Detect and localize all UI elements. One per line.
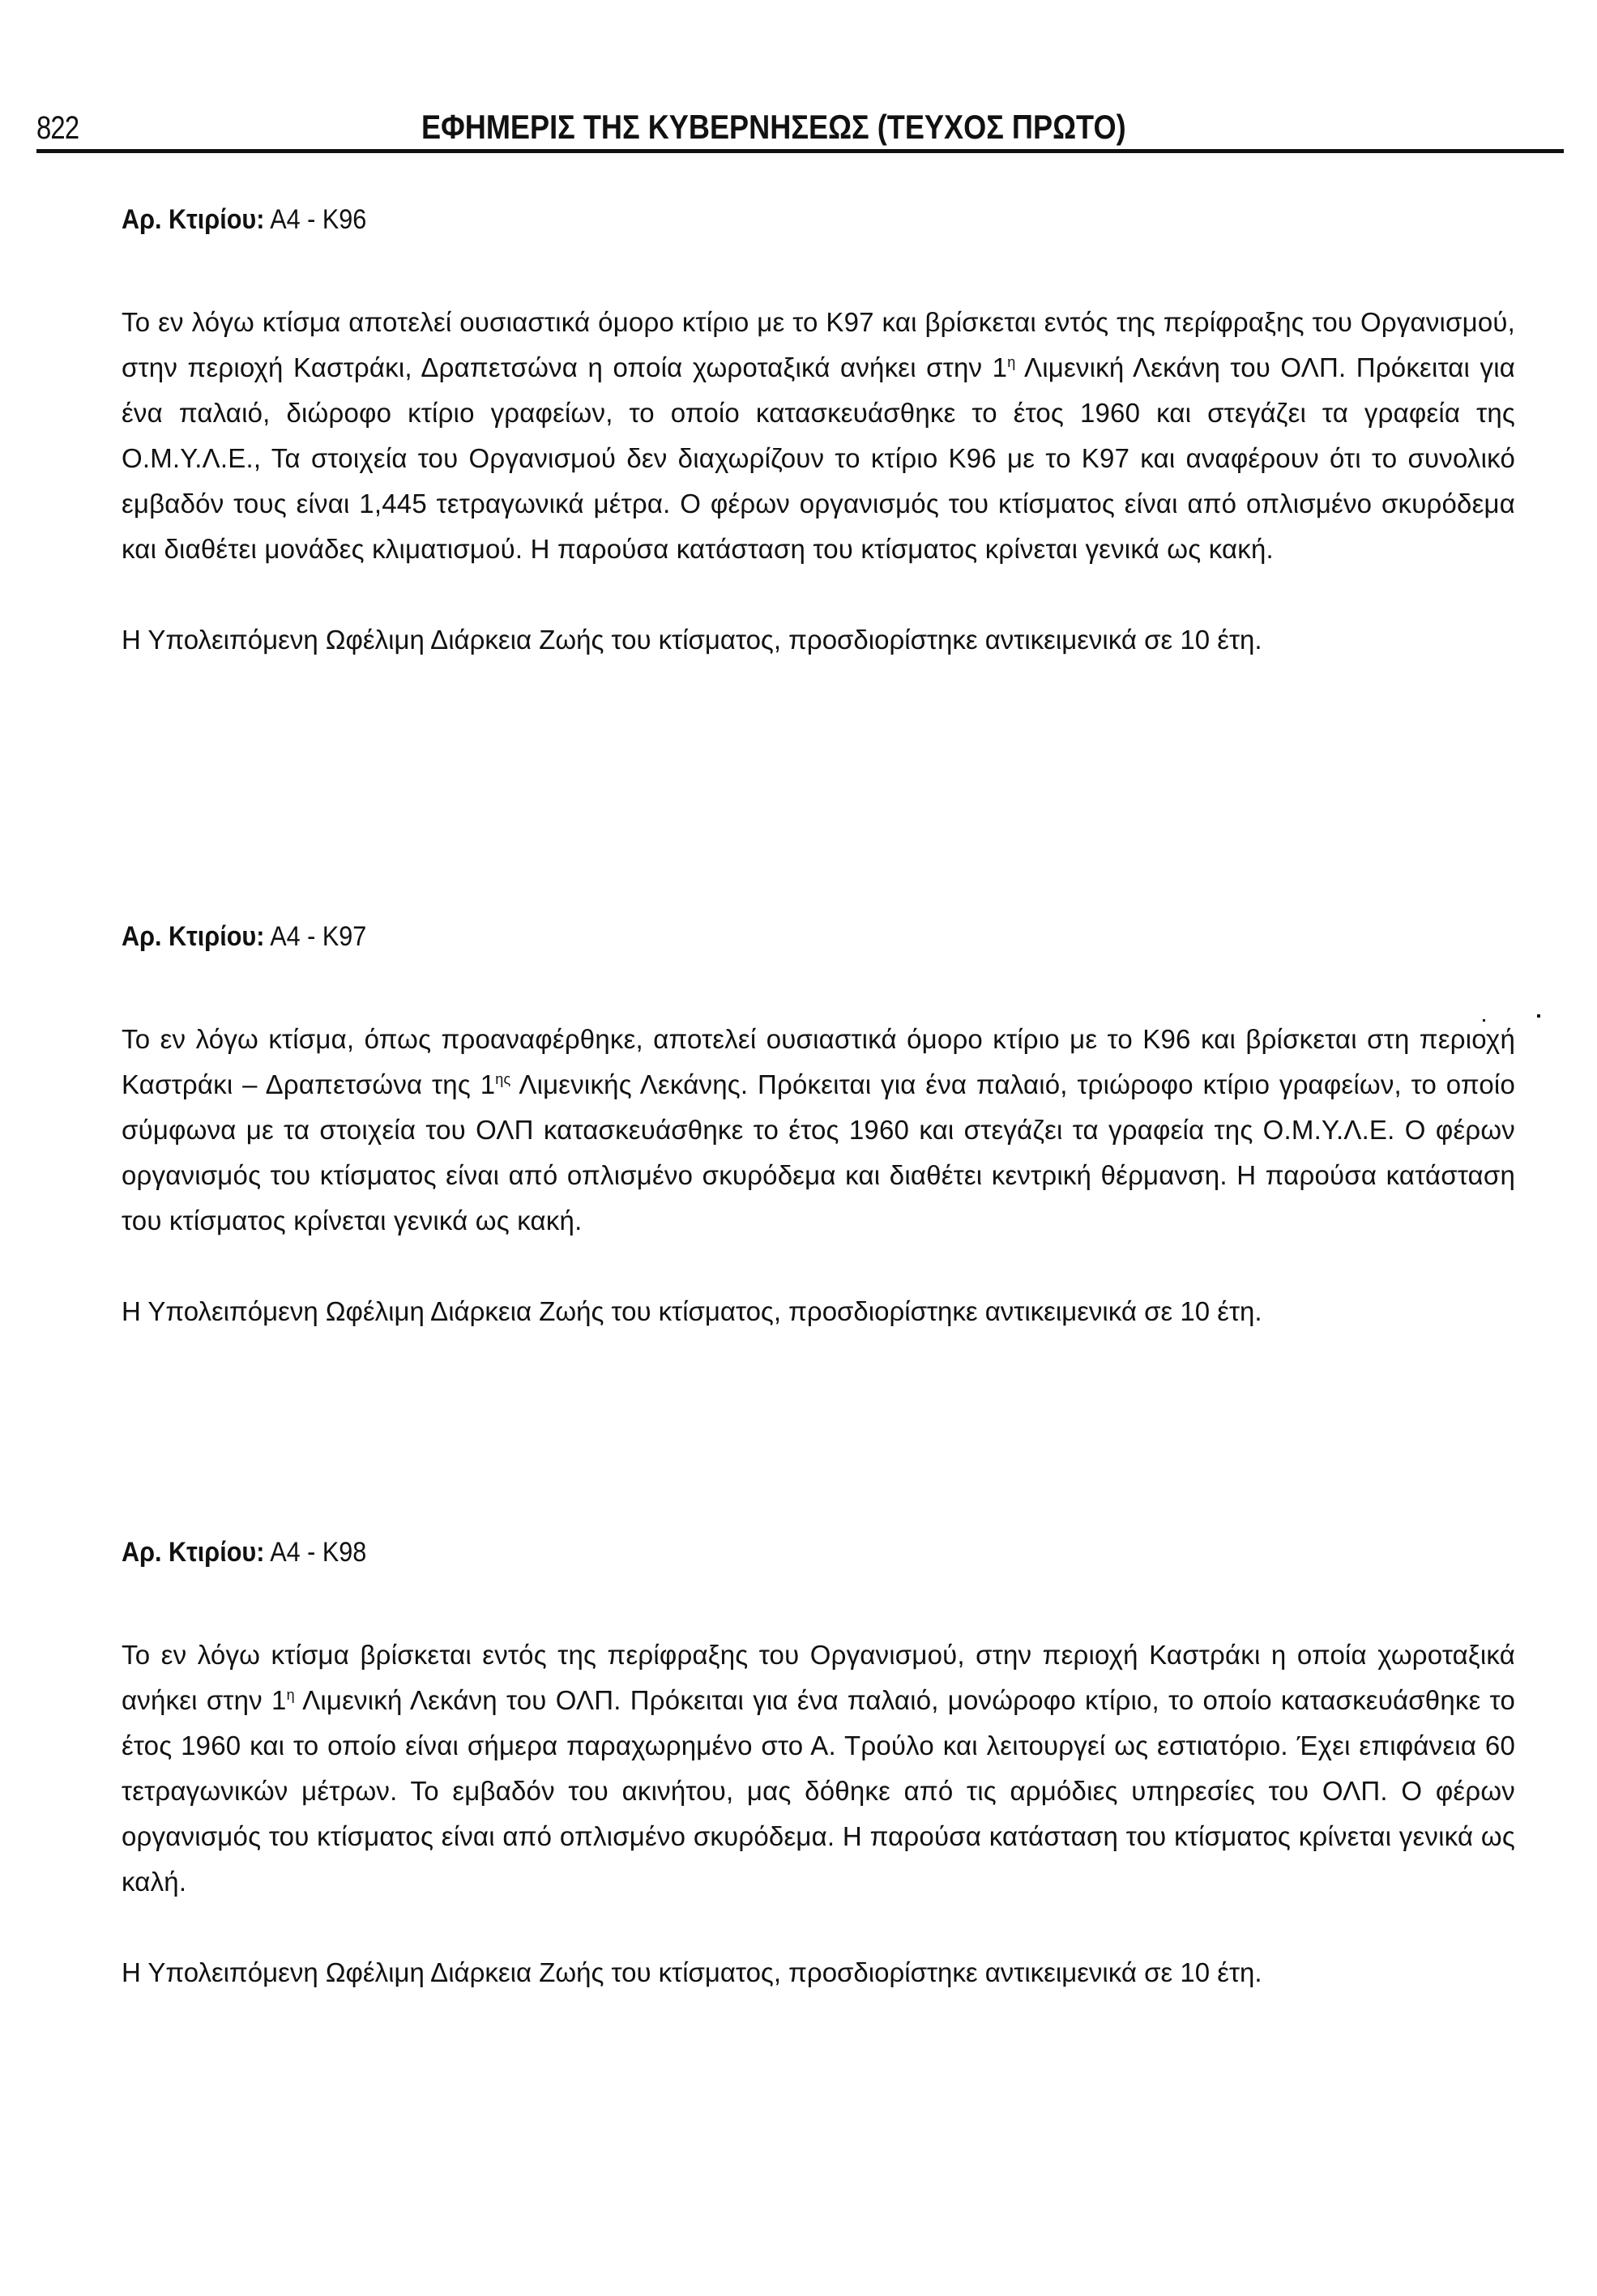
building-number-label: Αρ. Κτιρίου: [122,921,265,952]
page-header [36,104,1564,152]
building-section-k97 [122,920,1515,1329]
building-description [122,1017,1515,1244]
building-number-label: Αρ. Κτιρίου: [122,204,265,235]
remaining-life-block [122,1294,1515,1329]
building-heading-block [122,1535,1515,1632]
building-description [122,300,1515,572]
remaining-life-block [122,1955,1515,1991]
description-text: Το εν λόγω κτίσμα, όπως προαναφέρθηκε, αποτελεί ουσιαστικά όμορο κτίριο με το Κ96 και βρίσκεται στη περιοχή Καστράκι – Δραπετσώνα της 1 [122,1024,1515,1099]
description-text: Λιμενική Λεκάνη του ΟΛΠ. Πρόκειται για ένα παλαιό, μονώροφο κτίριο, το οποίο κατασκευάσθηκε το έτος 1960 και το οποίο είναι σήμερα παραχωρημένο στο Α. Τρούλο και λειτουργεί ως εστιατόριο. Έχει επιφάνεια 60 τετραγωνικών μέτρων. Το εμβαδόν του ακινήτου, μας δόθηκε από τις αρμόδιες υπηρεσίες του ΟΛΠ. Ο φέρων οργανισμός του κτίσματος είναι από οπλισμένο σκυρόδεμα. Η παρούσα κατάσταση του κτίσματος κρίνεται γενικά ως καλή. [122,1685,1515,1897]
scan-speck [1537,1014,1540,1018]
remaining-useful-life: Η Υπολειπόμενη Ωφέλιμη Διάρκεια Ζωής του κτίσματος, προσδιορίστηκε αντικειμενικά σε 10 έτη. [122,1296,1262,1326]
building-heading [122,203,1376,237]
scan-speck [1483,1019,1485,1022]
building-number-label: Αρ. Κτιρίου: [122,1537,265,1568]
description-text: Λιμενικής Λεκάνης. Πρόκειται για ένα παλαιό, τριώροφο κτίριο γραφείων, το οποίο σύμφωνα με τα στοιχεία του ΟΛΠ κατασκευάσθηκε το έτος 1960 και στεγάζει τα γραφεία της Ο.Μ.Υ.Λ.Ε. Ο φέρων οργανισμός του κτίσματος είναι από οπλισμένο σκυρόδεμα και διαθέτει κεντρική θέρμανση. Η παρούσα κατάσταση του κτίσματος κρίνεται γενικά ως κακή. [122,1069,1515,1235]
building-heading [122,920,1376,954]
building-number-value: Α4 - Κ98 [264,1537,367,1568]
building-heading-block [122,203,1515,300]
building-heading-block [122,920,1515,1017]
description-text: Το εν λόγω κτίσμα βρίσκεται εντός της περίφραξης του Οργανισμού, στην περιοχή Καστράκι η οποία χωροταξικά ανήκει στην 1 [122,1640,1515,1715]
building-section-k98 [122,1535,1515,1991]
ordinal-suffix: η [1007,354,1016,370]
description-text: Το εν λόγω κτίσμα αποτελεί ουσιαστικά όμορο κτίριο με το Κ97 και βρίσκεται εντός της περίφραξης του Οργανισμού, στην περιοχή Καστράκι, Δραπετσώνα η οποία χωροταξικά ανήκει στην 1 [122,307,1515,382]
page-number: 822 [36,110,79,146]
remaining-life-block [122,622,1515,658]
building-section-k96 [122,203,1515,658]
building-number-value: Α4 - Κ97 [264,921,367,952]
building-number-value: Α4 - Κ96 [264,204,367,235]
building-description [122,1632,1515,1905]
building-heading [122,1535,1376,1569]
header-divider [36,149,1564,153]
remaining-useful-life: Η Υπολειπόμενη Ωφέλιμη Διάρκεια Ζωής του κτίσματος, προσδιορίστηκε αντικειμενικά σε 10 έτη. [122,1957,1262,1987]
ordinal-suffix: η [286,1687,295,1703]
gazette-title: ΕΦΗΜΕΡΙΣ ΤΗΣ ΚΥΒΕΡΝΗΣΕΩΣ (ΤΕΥΧΟΣ ΠΡΩΤΟ) [421,108,1126,146]
ordinal-suffix: ης [495,1071,511,1087]
description-text: Λιμενική Λεκάνη του ΟΛΠ. Πρόκειται για ένα παλαιό, διώροφο κτίριο γραφείων, το οποίο κατασκευάσθηκε το έτος 1960 και στεγάζει τα γραφεία της Ο.Μ.Υ.Λ.Ε., Τα στοιχεία του Οργανισμού δεν διαχωρίζουν το κτίριο Κ96 με το Κ97 και αναφέρουν ότι το συνολικό εμβαδόν τους είναι 1,445 τετραγωνικά μέτρα. Ο φέρων οργανισμός του κτίσματος είναι από οπλισμένο σκυρόδεμα και διαθέτει μονάδες κλιματισμού. Η παρούσα κατάσταση του κτίσματος κρίνεται γενικά ως κακή. [122,352,1515,564]
remaining-useful-life: Η Υπολειπόμενη Ωφέλιμη Διάρκεια Ζωής του κτίσματος, προσδιορίστηκε αντικειμενικά σε 10 έτη. [122,625,1262,655]
